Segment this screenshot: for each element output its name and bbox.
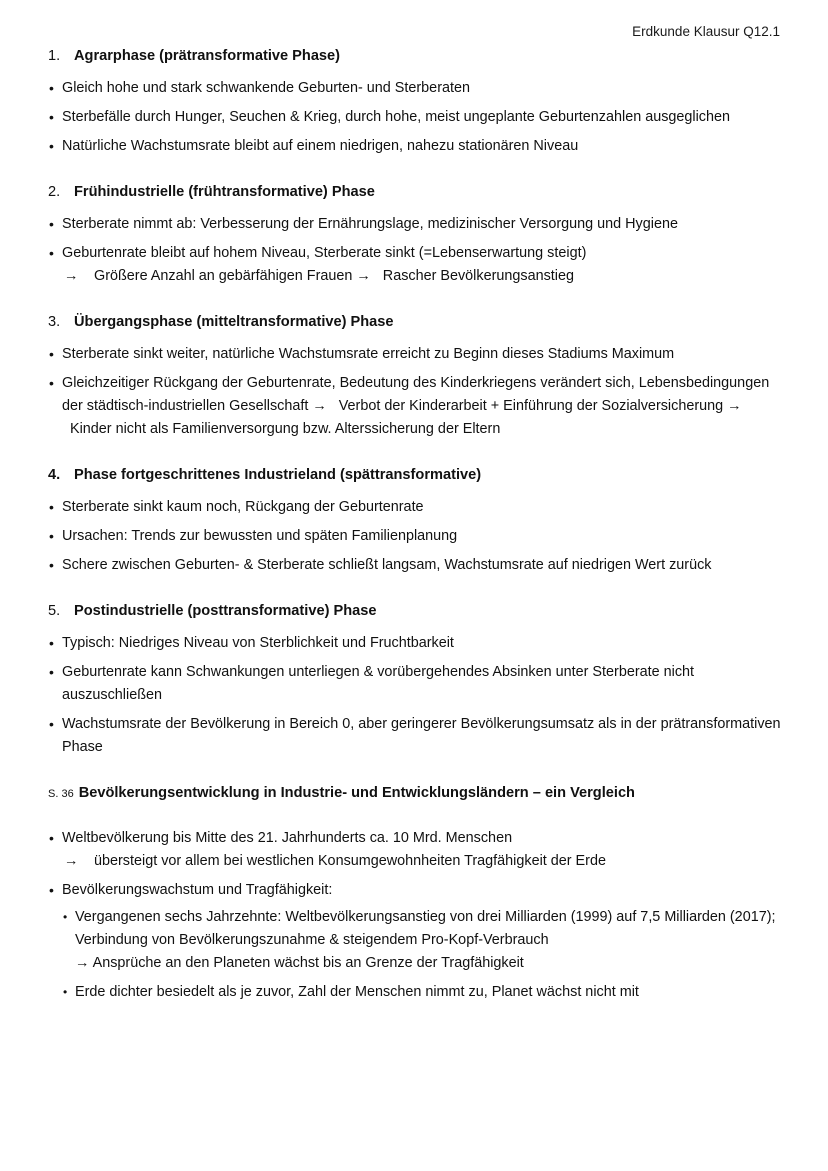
page-header: Erdkunde Klausur Q12.1 [632,24,780,39]
list-item: • Sterberate sinkt weiter, natürliche Wachstumsrate erreicht zu Beginn dieses Stadiums Maximum [48,343,788,366]
list-item [48,372,788,441]
section-fruehindustrielle [48,184,788,288]
list-item: • Natürliche Wachstumsrate bleibt auf einem niedrigen, nahezu stationären Niveau [48,135,788,158]
arrow-icon: → [727,398,742,414]
section-title: Übergangsphase (mitteltransformative) Phase [74,314,394,330]
list-item: • Wachstumsrate der Bevölkerung in Bereich 0, aber geringerer Bevölkerungsumsatz als in der prätransformativen Phase [48,713,788,759]
bullet-list [48,213,788,288]
bullet-list [48,632,788,759]
list-item: • Ursachen: Trends zur bewussten und späten Familienplanung [48,525,788,548]
sub-bullet-list [62,906,788,1004]
list-item [48,827,788,873]
arrow-icon: → [75,955,90,971]
list-item-text: Vergangenen sechs Jahrzehnte: Weltbevölkerungsanstieg von drei Milliarden (1999) auf 7,5 Milliarden (2017); Verbindung von Bevölkerungszunahme & steigendem Pro-Kopf-Verbrauch [75,909,776,948]
section-heading [48,467,788,483]
list-item [48,242,788,288]
arrow-icon: → [64,268,79,284]
list-item-text: Kinder nicht als Familienversorgung bzw. Alterssicherung der Eltern [70,421,501,437]
section-title: Frühindustrielle (frühtransformative) Phase [74,184,375,200]
section-title: Phase fortgeschrittenes Industrieland (spättransformative) [74,467,482,483]
list-item-text: Gleichzeitiger Rückgang der Geburtenrate, Bedeutung des Kinderkriegens verändert sich, Lebensbedingungen der städtisch-industriellen Gesellschaft [62,375,770,414]
arrow-icon: → [312,398,327,414]
arrow-line [75,952,788,975]
list-item: • Sterberate nimmt ab: Verbesserung der Ernährungslage, medizinischer Versorgung und Hygiene [48,213,788,236]
list-item: • Gleich hohe und stark schwankende Geburten- und Sterberaten [48,77,788,100]
bullet-list [48,496,788,577]
section-heading [48,603,788,619]
section-title: Bevölkerungsentwicklung in Industrie- und Entwicklungsländern – ein Vergleich [78,785,635,801]
section-number: 3. [48,314,61,330]
section-uebergangsphase [48,314,788,441]
arrow-icon: → [356,268,371,284]
section-number: 4. [48,467,61,483]
section-fortgeschrittenes-industrieland [48,467,788,577]
bullet-list [48,827,788,1004]
section-heading [48,184,788,200]
bullet-list [48,77,788,158]
section-number: 1. [48,48,61,64]
list-item: • Schere zwischen Geburten- & Sterberate schließt langsam, Wachstumsrate auf niedrigen Wert zurück [48,554,788,577]
sub-list-item [62,906,788,975]
arrow-text: Ansprüche an den Planeten wächst bis an Grenze der Tragfähigkeit [92,955,524,971]
arrow-icon: → [64,853,79,869]
arrow-line [62,265,788,288]
section-title: Postindustrielle (posttransformative) Phase [74,603,377,619]
list-item-text: Geburtenrate bleibt auf hohem Niveau, Sterberate sinkt (=Lebenserwartung steigt) [62,245,587,261]
sub-list-item: • Erde dichter besiedelt als je zuvor, Zahl der Menschen nimmt zu, Planet wächst nicht mit [62,981,788,1004]
list-item-text: Bevölkerungswachstum und Tragfähigkeit: [62,882,333,898]
section-bevoelkerungsentwicklung-vergleich [48,785,788,1004]
list-item [48,879,788,1004]
arrow-text: übersteigt vor allem bei westlichen Konsumgewohnheiten Tragfähigkeit der Erde [94,853,606,869]
arrow-text: Größere Anzahl an gebärfähigen Frauen [94,268,353,284]
arrow-text: Rascher Bevölkerungsanstieg [382,268,574,284]
list-item: • Sterberate sinkt kaum noch, Rückgang der Geburtenrate [48,496,788,519]
section-heading [48,314,788,330]
section-heading [48,48,788,64]
section-postindustrielle [48,603,788,759]
section-number: 5. [48,603,61,619]
section-title: Agrarphase (prätransformative Phase) [74,48,341,64]
bullet-list [48,343,788,441]
document-content [48,48,788,1030]
list-item-text: Verbot der Kinderarbeit + Einführung der Sozialversicherung [338,398,724,414]
section-heading [48,785,788,801]
section-agrarphase [48,48,788,158]
list-item: • Geburtenrate kann Schwankungen unterliegen & vorübergehendes Absinken unter Sterberate nicht auszuschließen [48,661,788,707]
list-item: • Sterbefälle durch Hunger, Seuchen & Krieg, durch hohe, meist ungeplante Geburtenzahlen ausgeglichen [48,106,788,129]
list-item: • Typisch: Niedriges Niveau von Sterblichkeit und Fruchtbarkeit [48,632,788,655]
section-number: 2. [48,184,61,200]
list-item-text: Weltbevölkerung bis Mitte des 21. Jahrhunderts ca. 10 Mrd. Menschen [62,830,513,846]
arrow-line [62,850,788,873]
page-reference: S. 36 [48,788,74,800]
